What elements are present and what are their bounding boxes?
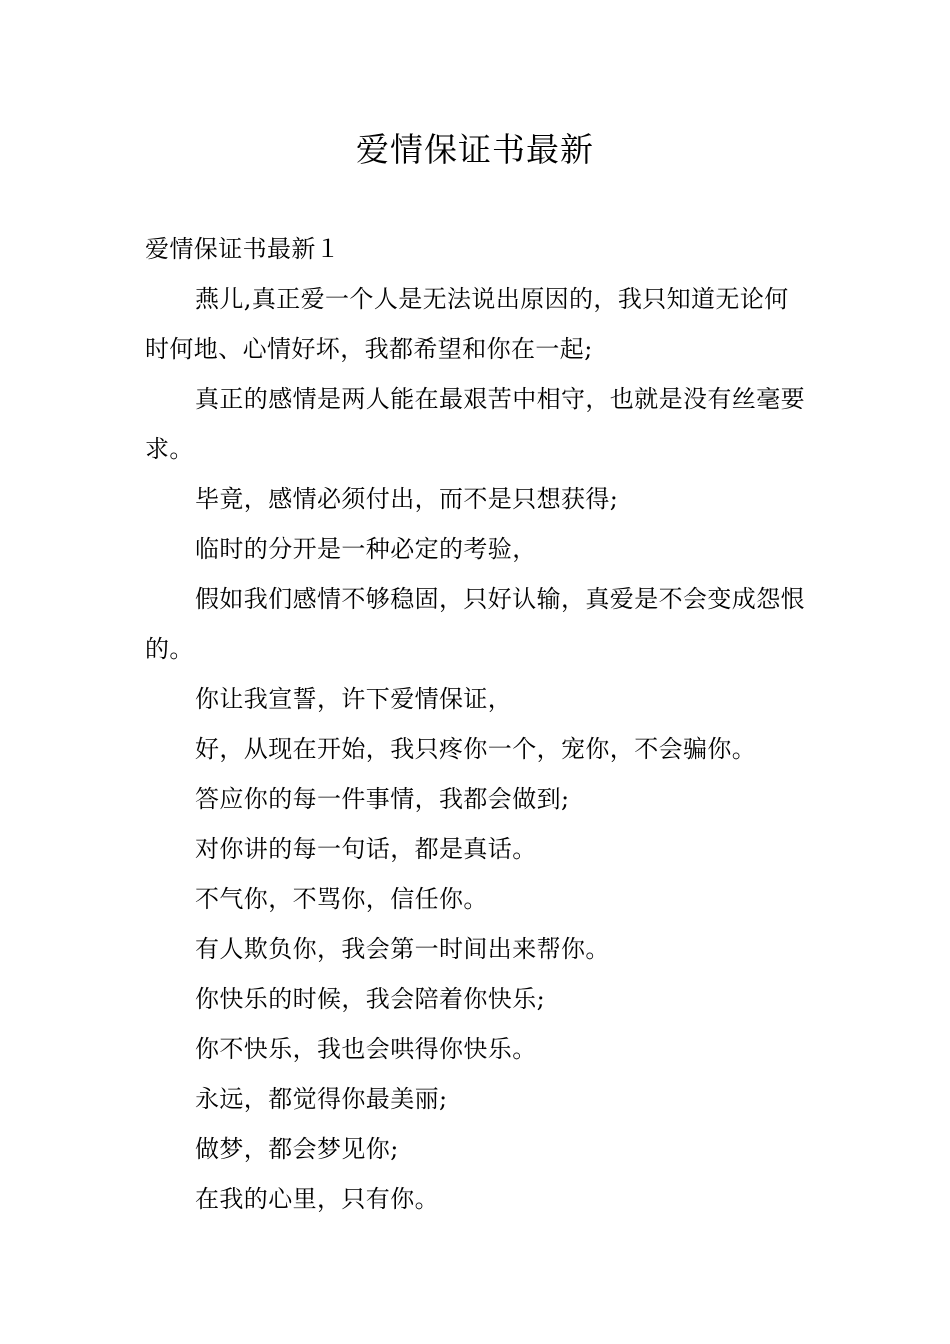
paragraph: 你快乐的时候，我会陪着你快乐; [195,985,546,1013]
paragraph: 你让我宣誓，许下爱情保证， [195,685,513,713]
section-heading: 爱情保证书最新１ [145,235,341,263]
paragraph: 好，从现在开始，我只疼你一个，宠你，不会骗你。 [195,735,757,763]
paragraph: 在我的心里，只有你。 [195,1185,439,1213]
paragraph: 临时的分开是一种必定的考验， [195,535,537,563]
paragraph: 毕竟，感情必须付出，而不是只想获得; [195,485,619,513]
paragraph: 做梦，都会梦见你; [195,1135,399,1163]
paragraph: 答应你的每一件事情，我都会做到; [195,785,570,813]
document-body [145,224,810,1224]
paragraph: 有人欺负你，我会第一时间出来帮你。 [195,935,610,963]
paragraph: 真正的感情是两人能在最艰苦中相守，也就是没有丝毫要求。 [145,385,805,463]
paragraph: 不气你，不骂你，信任你。 [195,885,488,913]
paragraph: 对你讲的每一句话，都是真话。 [195,835,537,863]
paragraph: 燕儿,真正爱一个人是无法说出原因的，我只知道无论何时何地、心情好坏，我都希望和你在一起; [145,285,789,363]
document-title: 爱情保证书最新 [356,130,594,169]
paragraph: 你不快乐，我也会哄得你快乐。 [195,1035,537,1063]
paragraph: 假如我们感情不够稳固，只好认输，真爱是不会变成怨恨的。 [145,585,805,663]
paragraph: 永远，都觉得你最美丽; [195,1085,448,1113]
